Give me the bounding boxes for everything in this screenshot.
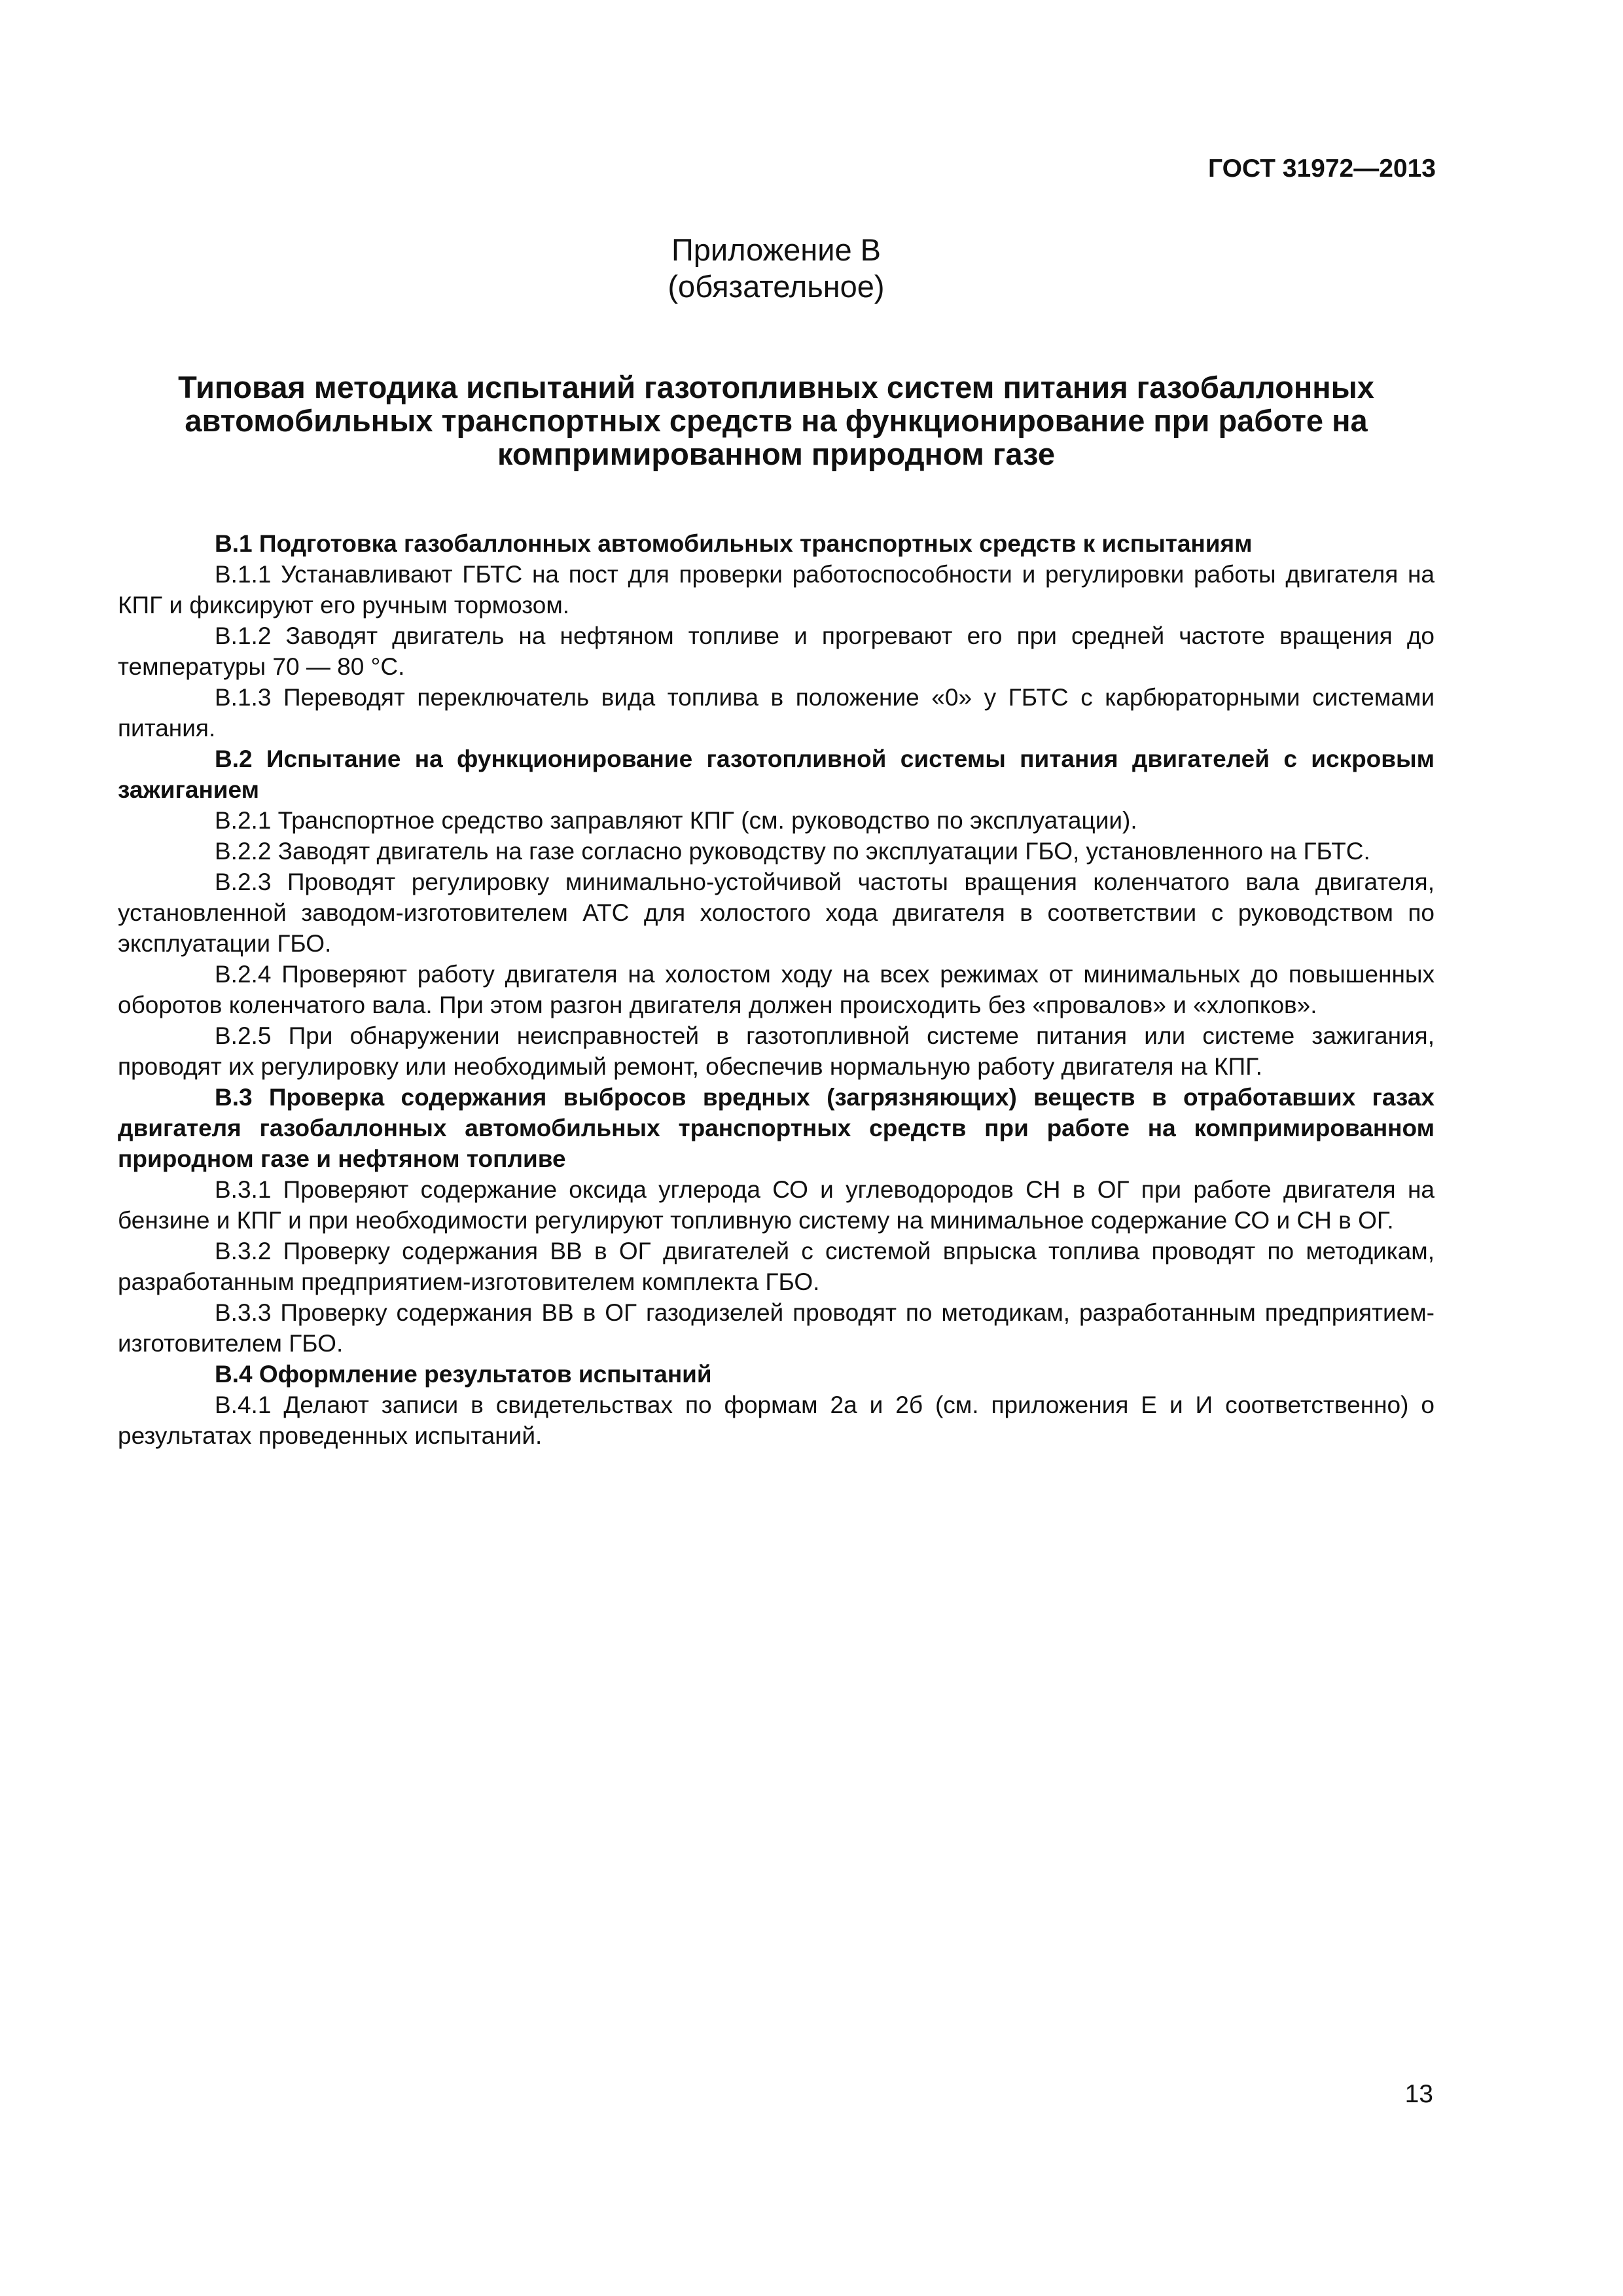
section-heading-b3: В.3 Проверка содержания выбросов вредных (загрязняющих) веществ в отработавших газах двигателя газобаллонных автомобильных транспортных средств при работе на компримированном природном газе и нефтяном топливе <box>118 1084 1435 1172</box>
title-line: автомобильных транспортных средств на функционирование при работе на <box>185 403 1368 438</box>
paragraph-b2-1: В.2.1 Транспортное средство заправляют КПГ (см. руководство по эксплуатации). <box>215 807 1137 834</box>
title-line: компримированном природном газе <box>497 437 1056 471</box>
paragraph-b2-4: В.2.4 Проверяют работу двигателя на холостом ходу на всех режимах от минимальных до повышенных оборотов коленчатого вала. При этом разгон двигателя должен происходить без «провалов» и «хлопков». <box>118 961 1435 1018</box>
appendix-status: (обязательное) <box>668 269 885 304</box>
paragraph-b1-1: В.1.1 Устанавливают ГБТС на пост для проверки работоспособности и регулировки работы двигателя на КПГ и фиксируют его ручным тормозом. <box>118 561 1435 619</box>
standard-code: ГОСТ 31972—2013 <box>1208 154 1436 183</box>
section-heading-b2: В.2 Испытание на функционирование газотопливной системы питания двигателей с искровым зажиганием <box>118 745 1435 803</box>
paragraph-b4-1: В.4.1 Делают записи в свидетельствах по формам 2а и 2б (см. приложения Е и И соответственно) о результатах проведенных испытаний. <box>118 1391 1435 1449</box>
page-number: 13 <box>1404 2080 1433 2108</box>
section-heading-b1: В.1 Подготовка газобаллонных автомобильных транспортных средств к испытаниям <box>215 530 1253 557</box>
paragraph-b2-5: В.2.5 При обнаружении неисправностей в газотопливной системе питания или системе зажигания, проводят их регулировку или необходимый ремонт, обеспечив нормальную работу двигателя на КПГ. <box>118 1022 1435 1080</box>
document-body <box>118 232 1435 1451</box>
paragraph-b1-2: В.1.2 Заводят двигатель на нефтяном топливе и прогревают его при средней частоте вращения до температуры 70 — 80 °С. <box>118 622 1435 680</box>
paragraph-b3-1: В.3.1 Проверяют содержание оксида углерода СО и углеводородов СН в ОГ при работе двигателя на бензине и КПГ и при необходимости регулируют топливную систему на минимальное содержание СО и СН в ОГ. <box>118 1176 1435 1234</box>
document-title <box>118 370 1435 471</box>
paragraph-b2-3: В.2.3 Проводят регулировку минимально-устойчивой частоты вращения коленчатого вала двигателя, установленной заводом-изготовителем АТС для холостого хода двигателя в соответствии с руководством по эксплуатации ГБО. <box>118 869 1435 957</box>
paragraph-b3-2: В.3.2 Проверку содержания ВВ в ОГ двигателей с системой впрыска топлива проводят по методикам, разработанным предприятием-изготовителем комплекта ГБО. <box>118 1238 1435 1295</box>
title-line: Типовая методика испытаний газотопливных систем питания газобаллонных <box>178 370 1374 404</box>
paragraph-b3-3: В.3.3 Проверку содержания ВВ в ОГ газодизелей проводят по методикам, разработанным предприятием-изготовителем ГБО. <box>118 1299 1435 1357</box>
paragraph-b1-3: В.1.3 Переводят переключатель вида топлива в положение «0» у ГБТС с карбюраторными системами питания. <box>118 684 1435 742</box>
paragraph-b2-2: В.2.2 Заводят двигатель на газе согласно руководству по эксплуатации ГБО, установленного на ГБТС. <box>215 838 1370 865</box>
section-heading-b4: В.4 Оформление результатов испытаний <box>215 1361 712 1388</box>
appendix-label: Приложение В <box>671 232 882 267</box>
